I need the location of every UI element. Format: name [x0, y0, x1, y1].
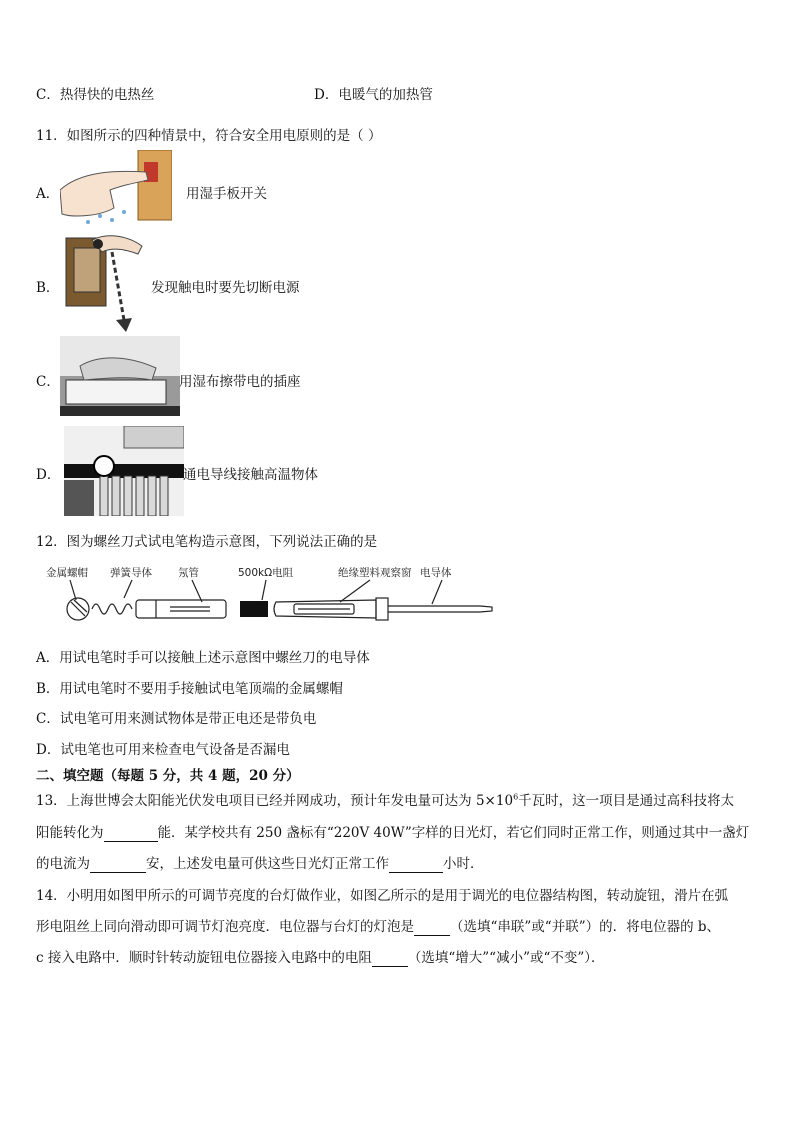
q11-option-b-text: 发现触电时要先切断电源: [151, 280, 300, 296]
test-pen-diagram: [40, 562, 500, 628]
q13-line1: 13．上海世博会太阳能光伏发电项目已经并网成功，预计年发电量可达为 $5\times 10^6$千瓦时，这一项目是通过高科技将太: [36, 792, 735, 809]
q14-line3: c 接入电路中．顺时针转动旋钮电位器接入电路中的电阻 （选填“增大”“减小”或“不变”）．: [36, 950, 605, 966]
q12-stem: 12．图为螺丝刀式试电笔构造示意图，下列说法正确的是: [36, 534, 378, 550]
label-resistor: 500kΩ电阻: [238, 567, 294, 579]
q13-blank-1[interactable]: [104, 825, 158, 842]
q14-line2: 形电阻丝上同向滑动即可调节灯泡亮度．电位器与台灯的灯泡是 （选填“串联”或“并联”）的．将电位器的 b、: [36, 919, 721, 935]
q14-line1: 14．小明用如图甲所示的可调节亮度的台灯做作业，如图乙所示的是用于调光的电位器结构图，转动旋钮，滑片在弧: [36, 888, 729, 904]
q10-option-d: D．电暖气的加热管: [314, 87, 433, 103]
q11-option-a-text: 用湿手板开关: [186, 186, 267, 202]
label-conductor: 电导体: [420, 567, 452, 579]
q14-blank-2[interactable]: [372, 950, 408, 967]
q10-option-c: C．热得快的电热丝: [36, 87, 155, 103]
wire-hot-object-image: [64, 426, 184, 516]
q12-option-a: A．用试电笔时手可以接触上述示意图中螺丝刀的电导体: [36, 650, 370, 666]
q11-option-d-letter: D．: [36, 467, 61, 483]
wet-hand-switch-image: [60, 150, 172, 226]
q11-option-d-text: 通电导线接触高温物体: [183, 467, 318, 483]
wet-cloth-socket-image: [60, 336, 180, 416]
label-window: 绝缘塑料观察窗: [338, 567, 412, 579]
label-metal-cap: 金属螺帽: [46, 567, 88, 579]
q11-option-a-letter: A．: [36, 186, 60, 202]
q13-line2: 阳能转化为 能．某学校共有 250 盏标有“220V 40W”字样的日光灯，若它们同时正常工作，则通过其中一盏灯: [36, 825, 750, 841]
q12-option-b: B．用试电笔时不要用手接触试电笔顶端的金属螺帽: [36, 681, 343, 697]
q13-blank-3[interactable]: [389, 856, 443, 873]
q11-option-c-letter: C．: [36, 374, 60, 390]
label-spring: 弹簧导体: [110, 567, 152, 579]
q13-line3: 的电流为 安，上述发电量可供这些日光灯正常工作 小时．: [36, 856, 484, 872]
section-title-fill-blank: 二、填空题（每题 5 分，共 4 题，20 分）: [36, 768, 300, 784]
cut-power-image: [62, 232, 152, 336]
q12-option-d: D．试电笔也可用来检查电气设备是否漏电: [36, 742, 290, 758]
q11-option-c-text: 用湿布擦带电的插座: [179, 374, 301, 390]
q11-stem: 11．如图所示的四种情景中，符合安全用电原则的是（ ）: [36, 128, 382, 144]
q11-option-b-letter: B．: [36, 280, 60, 296]
q13-exponent: 6: [513, 792, 519, 802]
q14-blank-1[interactable]: [414, 919, 450, 936]
label-neon-tube: 氖管: [178, 567, 199, 579]
q12-option-c: C．试电笔可用来测试物体是带正电还是带负电: [36, 711, 317, 727]
q13-blank-2[interactable]: [90, 856, 146, 873]
